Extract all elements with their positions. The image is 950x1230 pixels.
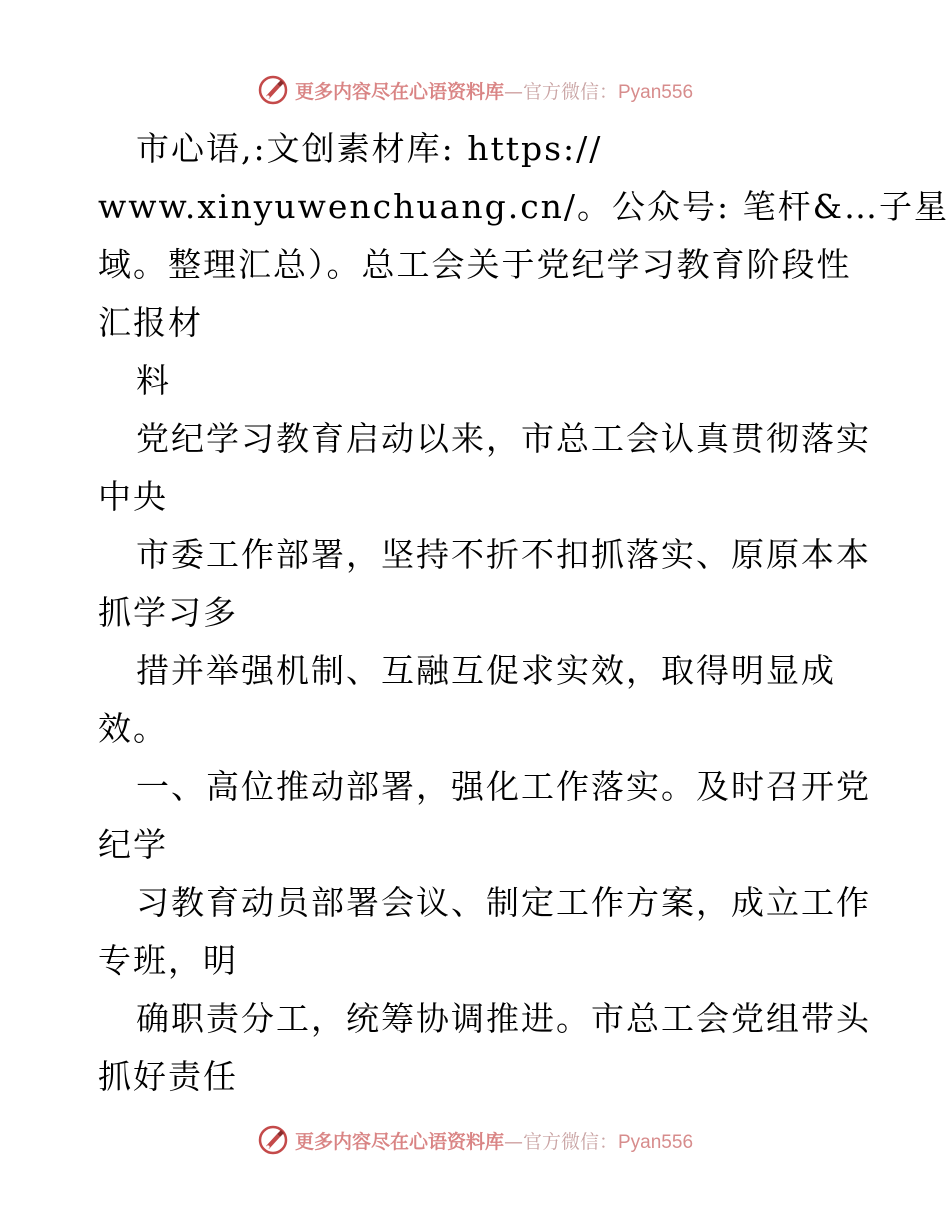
header-wechat-label: 官方微信： [522,80,618,103]
body-line: 域。整理汇总）。总工会关于党纪学习教育阶段性 [98,245,852,284]
body-line: 专班，明 [98,941,238,980]
document-body [98,120,950,1106]
body-line: 市心语,:文创素材库: https:// [136,129,603,168]
footer-banner-inner [257,1124,693,1156]
header-banner [0,70,950,110]
body-line: 措并举强机制、互融互促求实效，取得明显成 [136,651,836,690]
header-banner-text [295,77,693,104]
body-line: 汇报材 [98,303,203,342]
body-line: www.xinyuwenchuang.cn/。公众号: 笔杆&…子星 [98,187,950,226]
pen-logo-icon [257,74,289,106]
footer-banner [0,1120,950,1160]
body-line: 料 [136,361,171,400]
body-line: 确职责分工，统筹协调推进。市总工会党组带头 [136,999,871,1038]
body-line: 党纪学习教育启动以来，市总工会认真贯彻落实 [136,419,871,458]
body-line: 习教育动员部署会议、制定工作方案，成立工作 [136,883,871,922]
body-line: 一、高位推动部署，强化工作落实。及时召开党 [136,767,871,806]
footer-wechat-label: 官方微信： [522,1130,618,1153]
body-line: 纪学 [98,825,168,864]
body-line: 抓学习多 [98,593,238,632]
header-brand-text: 更多内容尽在心语资料库 [294,80,504,103]
header-separator: — [503,80,523,103]
body-line: 抓好责任 [98,1057,238,1096]
body-line: 市委工作部署，坚持不折不扣抓落实、原原本本 [136,535,871,574]
body-line: 中央 [98,477,168,516]
header-banner-inner [257,74,693,106]
footer-separator: — [503,1130,523,1153]
footer-brand-text: 更多内容尽在心语资料库 [294,1130,504,1153]
footer-wechat-id: Pyan556 [618,1131,694,1153]
body-line: 效。 [98,709,168,748]
footer-banner-text [295,1127,693,1154]
pen-logo-icon [257,1124,289,1156]
header-wechat-id: Pyan556 [618,81,694,103]
